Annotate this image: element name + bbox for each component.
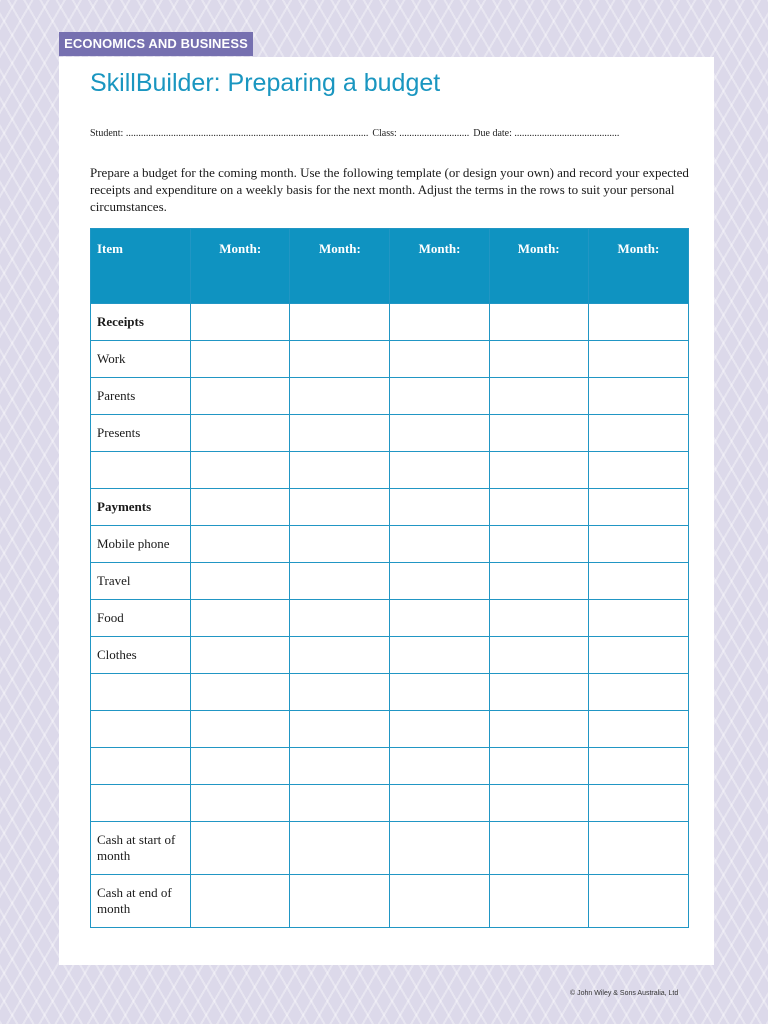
month-entry-cell[interactable] [390, 341, 489, 378]
month-entry-cell[interactable] [489, 489, 588, 526]
month-entry-cell[interactable] [588, 875, 688, 928]
month-entry-cell[interactable] [588, 415, 688, 452]
subject-tag: ECONOMICS AND BUSINESS [59, 32, 253, 56]
month-entry-cell[interactable] [290, 785, 390, 822]
month-entry-cell[interactable] [390, 637, 489, 674]
month-entry-cell[interactable] [390, 563, 489, 600]
row-label: Food [91, 600, 191, 637]
instructions: Prepare a budget for the coming month. Use the following template (or design your own) and record your expected receipts and expenditure on a weekly basis for the next month. Adjust the terms in the rows to suit your personal circumstances. [90, 165, 689, 214]
month-entry-cell[interactable] [489, 452, 588, 489]
month-entry-cell[interactable] [489, 875, 588, 928]
month-entry-cell[interactable] [588, 489, 688, 526]
due-date-field[interactable]: Due date: .......................................... [473, 128, 620, 139]
table-row [91, 600, 689, 637]
month-entry-cell[interactable] [489, 600, 588, 637]
month-entry-cell[interactable] [290, 526, 390, 563]
month-entry-cell[interactable] [191, 526, 290, 563]
month-entry-cell[interactable] [390, 748, 489, 785]
month-entry-cell[interactable] [489, 526, 588, 563]
row-label: Work [91, 341, 191, 378]
month-entry-cell[interactable] [390, 304, 489, 341]
row-label: Mobile phone [91, 526, 191, 563]
month-entry-cell[interactable] [588, 600, 688, 637]
table-row [91, 674, 689, 711]
month-entry-cell[interactable] [191, 785, 290, 822]
row-label [91, 748, 191, 785]
month-entry-cell[interactable] [191, 378, 290, 415]
item-column-header: Item [91, 229, 191, 304]
row-label: Clothes [91, 637, 191, 674]
month-entry-cell[interactable] [290, 711, 390, 748]
month-entry-cell[interactable] [390, 600, 489, 637]
month-column-header: Month: [390, 229, 489, 304]
row-label: Presents [91, 415, 191, 452]
month-entry-cell[interactable] [390, 875, 489, 928]
month-entry-cell[interactable] [290, 822, 390, 875]
table-row [91, 563, 689, 600]
student-fields [90, 128, 690, 139]
month-entry-cell[interactable] [489, 304, 588, 341]
table-row [91, 415, 689, 452]
table-row [91, 452, 689, 489]
table-row [91, 304, 689, 341]
month-entry-cell[interactable] [489, 341, 588, 378]
month-entry-cell[interactable] [290, 637, 390, 674]
row-label: Cash at end of month [91, 875, 191, 928]
month-entry-cell[interactable] [290, 304, 390, 341]
month-entry-cell[interactable] [390, 526, 489, 563]
table-row [91, 785, 689, 822]
table-row [91, 748, 689, 785]
budget-table-body [91, 304, 689, 928]
month-entry-cell[interactable] [588, 563, 688, 600]
month-entry-cell[interactable] [290, 674, 390, 711]
month-entry-cell[interactable] [489, 785, 588, 822]
month-entry-cell[interactable] [390, 785, 489, 822]
month-entry-cell[interactable] [390, 415, 489, 452]
month-entry-cell[interactable] [290, 600, 390, 637]
month-entry-cell[interactable] [588, 378, 688, 415]
month-column-header: Month: [489, 229, 588, 304]
month-entry-cell[interactable] [489, 563, 588, 600]
month-entry-cell[interactable] [191, 341, 290, 378]
month-entry-cell[interactable] [191, 637, 290, 674]
month-entry-cell[interactable] [489, 378, 588, 415]
row-label: Parents [91, 378, 191, 415]
month-entry-cell[interactable] [191, 415, 290, 452]
class-field[interactable]: Class: ............................ [372, 128, 470, 139]
month-entry-cell[interactable] [390, 452, 489, 489]
month-entry-cell[interactable] [390, 711, 489, 748]
month-entry-cell[interactable] [191, 711, 290, 748]
month-entry-cell[interactable] [588, 748, 688, 785]
table-row [91, 489, 689, 526]
month-entry-cell[interactable] [588, 822, 688, 875]
row-label [91, 674, 191, 711]
month-entry-cell[interactable] [290, 563, 390, 600]
month-entry-cell[interactable] [290, 748, 390, 785]
copyright-notice: © John Wiley & Sons Australia, Ltd [570, 990, 679, 997]
month-entry-cell[interactable] [191, 875, 290, 928]
month-entry-cell[interactable] [290, 378, 390, 415]
month-column-header: Month: [588, 229, 688, 304]
month-entry-cell[interactable] [191, 452, 290, 489]
month-entry-cell[interactable] [390, 489, 489, 526]
month-entry-cell[interactable] [588, 341, 688, 378]
month-entry-cell[interactable] [588, 304, 688, 341]
row-label: Receipts [91, 304, 191, 341]
month-entry-cell[interactable] [290, 452, 390, 489]
month-entry-cell[interactable] [191, 563, 290, 600]
month-entry-cell[interactable] [290, 875, 390, 928]
month-entry-cell[interactable] [489, 415, 588, 452]
month-entry-cell[interactable] [390, 822, 489, 875]
month-entry-cell[interactable] [588, 711, 688, 748]
table-row [91, 637, 689, 674]
month-entry-cell[interactable] [191, 674, 290, 711]
month-entry-cell[interactable] [489, 711, 588, 748]
table-row [91, 711, 689, 748]
month-entry-cell[interactable] [489, 748, 588, 785]
table-header-row [91, 229, 689, 304]
row-label: Travel [91, 563, 191, 600]
month-entry-cell[interactable] [588, 637, 688, 674]
month-entry-cell[interactable] [390, 378, 489, 415]
month-entry-cell[interactable] [191, 489, 290, 526]
month-entry-cell[interactable] [588, 785, 688, 822]
month-column-header: Month: [290, 229, 390, 304]
month-column-header: Month: [191, 229, 290, 304]
student-field[interactable]: Student: ................................................................................................. [90, 128, 369, 139]
month-entry-cell[interactable] [588, 526, 688, 563]
row-label [91, 452, 191, 489]
row-label: Payments [91, 489, 191, 526]
month-entry-cell[interactable] [191, 748, 290, 785]
month-entry-cell[interactable] [290, 341, 390, 378]
month-entry-cell[interactable] [191, 822, 290, 875]
table-row [91, 875, 689, 928]
month-entry-cell[interactable] [588, 452, 688, 489]
row-label [91, 711, 191, 748]
table-row [91, 341, 689, 378]
month-entry-cell[interactable] [489, 822, 588, 875]
month-entry-cell[interactable] [290, 415, 390, 452]
month-entry-cell[interactable] [191, 304, 290, 341]
table-row [91, 526, 689, 563]
table-row [91, 378, 689, 415]
month-entry-cell[interactable] [191, 600, 290, 637]
budget-table [90, 228, 689, 928]
month-entry-cell[interactable] [489, 674, 588, 711]
worksheet [59, 57, 714, 965]
page-title: SkillBuilder: Preparing a budget [90, 69, 441, 97]
table-row [91, 822, 689, 875]
month-entry-cell[interactable] [588, 674, 688, 711]
month-entry-cell[interactable] [489, 637, 588, 674]
row-label [91, 785, 191, 822]
row-label: Cash at start of month [91, 822, 191, 875]
month-entry-cell[interactable] [290, 489, 390, 526]
month-entry-cell[interactable] [390, 674, 489, 711]
